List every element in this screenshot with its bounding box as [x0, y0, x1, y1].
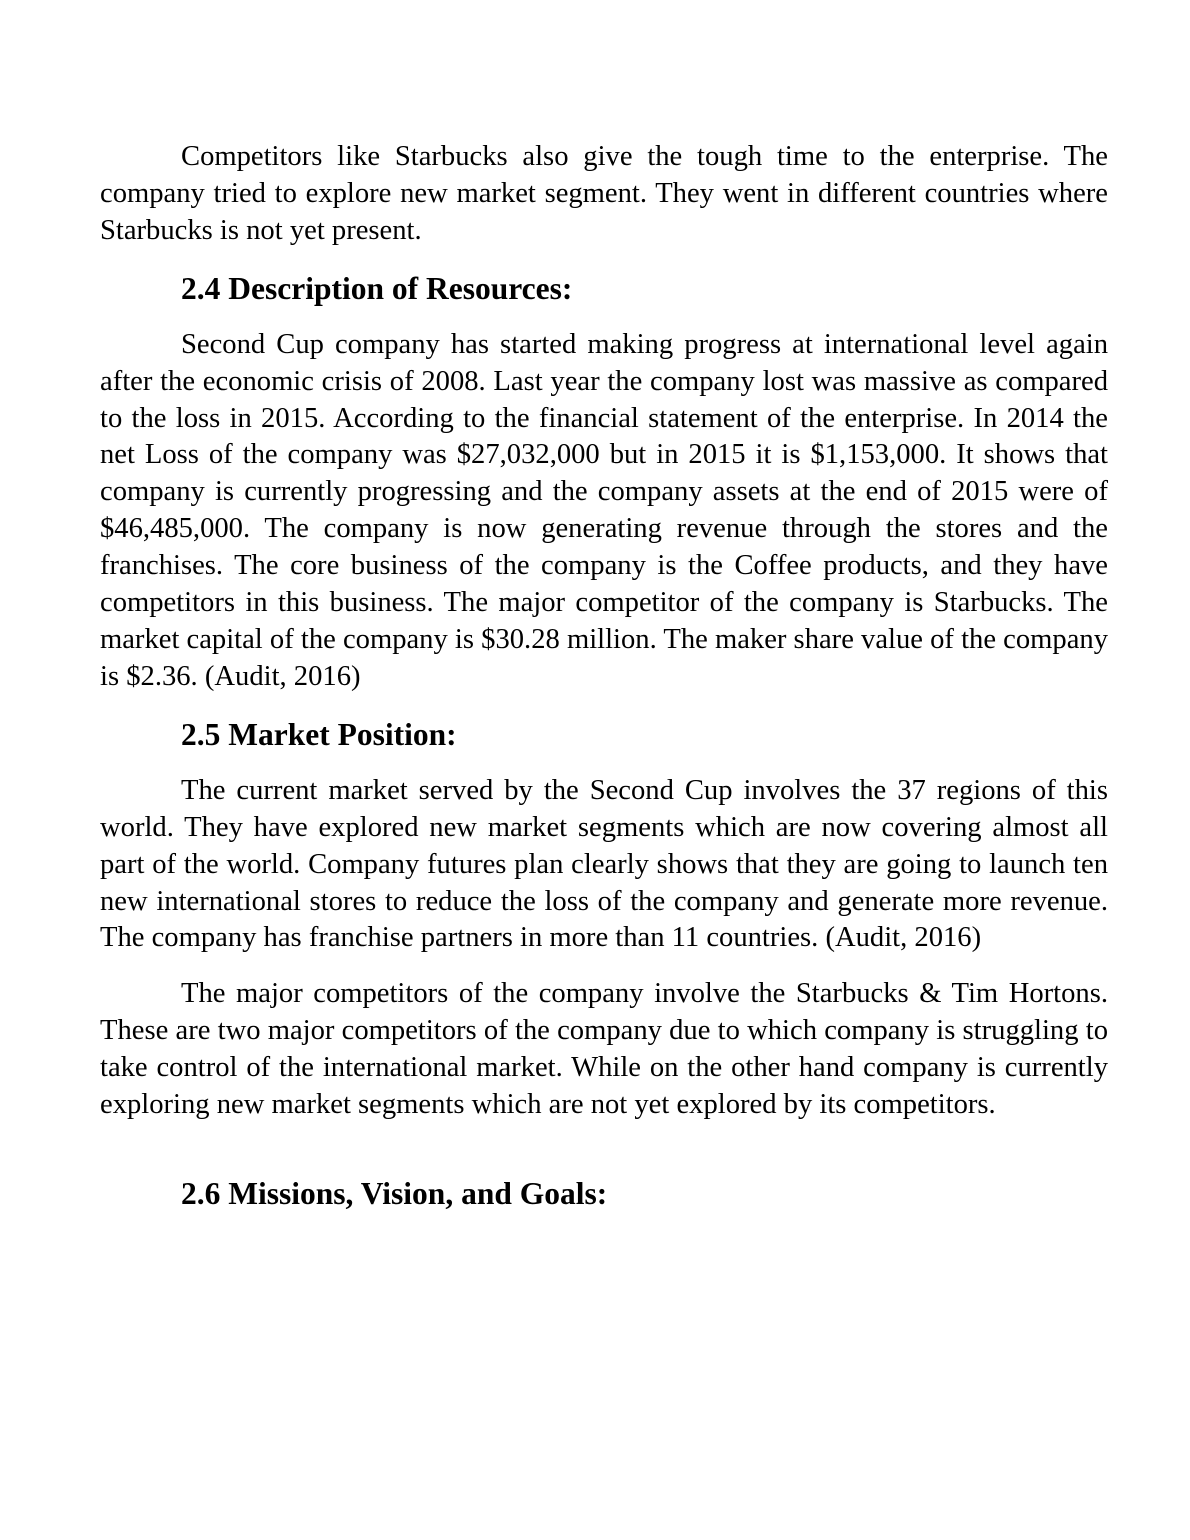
heading-market-position: 2.5 Market Position: [181, 716, 457, 752]
paragraph-resources: Second Cup company has started making progress at international level again after the economic crisis of 2008. Last year the company lost was massive as compared to the loss in 2015. According to the financial statement of the enterprise. In 2014 the net Loss of the company was $27,032,000 but in 2015 it is $1,153,000. It shows that company is currently progressing and the company assets at the end of 2015 were of $46,485,000. The company is now generating revenue through the stores and the franchises. The core business of the company is the Coffee products, and they have competitors in this business. The major competitor of the company is Starbucks. The market capital of the company is $30.28 million. The maker share value of the company is $2.36. (Audit, 2016) [100, 328, 1108, 692]
heading-missions-vision-goals: 2.6 Missions, Vision, and Goals: [181, 1175, 608, 1211]
paragraph-major-competitors: The major competitors of the company involve the Starbucks & Tim Hortons. These are two major competitors of the company due to which company is struggling to take control of the international market. While on the other hand company is currently exploring new market segments which are not yet explored by its competitors. [100, 978, 1108, 1121]
document-page [100, 139, 1108, 1232]
heading-description-of-resources: 2.4 Description of Resources: [181, 270, 573, 306]
paragraph-competitors-intro: Competitors like Starbucks also give the tough time to the enterprise. The company tried to explore new market segment. They went in different countries where Starbucks is not yet present. [100, 141, 1108, 246]
paragraph-market-served: The current market served by the Second Cup involves the 37 regions of this world. They have explored new market segments which are now covering almost all part of the world. Company futures plan clearly shows that they are going to launch ten new international stores to reduce the loss of the company and generate more revenue. The company has franchise partners in more than 11 countries. (Audit, 2016) [100, 774, 1108, 954]
